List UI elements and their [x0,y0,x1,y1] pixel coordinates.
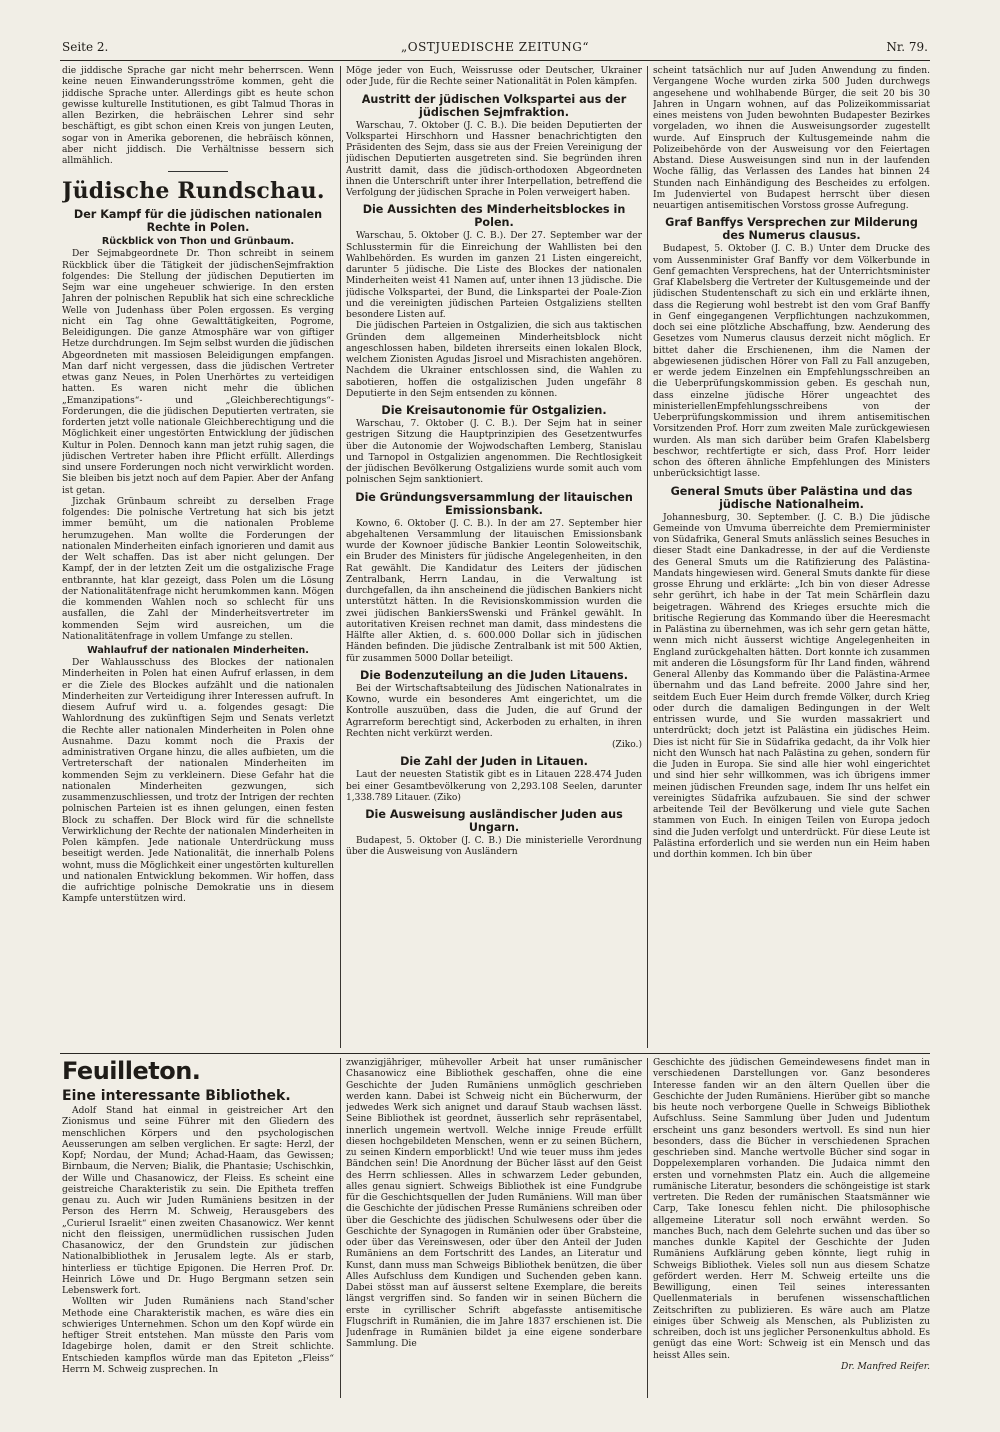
paragraph: Die jüdischen Parteien in Ostgalizien, die sich aus taktischen Gründen dem allgemeinen Minderheitsblock nicht angeschlossen haben, bildeten ihrerseits einen lokalen Block, welchem Zionisten Agudas Jisroel und Misrachisten angehören. Nachdem die Ukrainer entschlossen sind, die Wahlen zu sabotieren, hoffen die ostgalizischen Juden ungefähr 8 Deputierte in den Sejm entsenden zu können. [346,321,642,399]
article-heading: Graf Banffys Versprechen zur Milderung des Numerus clausus. [665,216,918,243]
column-2 [346,66,642,1051]
article-heading: Die Kreisautonomie für Ostgalizien. [381,404,607,417]
paragraph: Der Wahlausschuss des Blockes der nationalen Minderheiten in Polen hat einen Aufruf erlassen, in dem er die Ziele des Blockes aufzählt und die nationalen Minderheiten zur Verteidigung ihrer Interessen aufruft. In diesem Aufruf wird u. a. folgendes gesagt: Die Wahlordnung des zukünftigen Sejm und Senats verletzt die Rechte aller nationalen Minderheiten in Polen ohne Ausnahme. Dazu kommt noch die Praxis der administrativen Organe hinzu, die alles aufbieten, um die Vertreterschaft der nationalen Minderheiten im kommenden Sejm zu verkleinern. Diese Gefahr hat die nationalen Minderheiten gezwungen, sich zusammenzuschliessen, und trotz der Intrigen der rechten polnischen Parteien ist es ihnen gelungen, einen festen Block zu schaffen. Der Block wird für die schnellste Verwirklichung der Rechte der nationalen Minderheiten in Polen kämpfen. Jede nationale Unterdrückung muss beseitigt werden. Jede Nationalität, die innerhalb Polens wohnt, muss die Möglichkeit einer ungestörten kulturellen und nationalen Entwicklung bekommen. Wir hoffen, dass die aufrichtige polnische Demokratie uns in diesem Kampfe unterstützen wird. [62,658,334,905]
paragraph: Warschau, 7. Oktober (J. C. B.). Der Sejm hat in seiner gestrigen Sitzung die Hauptprinzipien des Gesetzentwurfes über die Autonomie der Wojwodschaften Lemberg, Stanislau und Tarnopol in Ostgalizien angenommen. Die Rechtlosigkeit der jüdischen Bevölkerung Ostgaliziens wurde somit auch vom polnischen Sejm sanktioniert. [346,419,642,486]
author-signature: Dr. Manfred Reifer. [841,1361,930,1372]
column-divider [340,66,341,1048]
paragraph: scheint tatsächlich nur auf Juden Anwendung zu finden. Vergangene Woche wurden zirka 500 Juden durchwegs angesehene und wohlhabende Bürger, die seit 20 bis 30 Jahren in Ungarn wohnen, auf das Polizeikommissariat eines meistens von Juden bewohnten Budapester Bezirkes vorgeladen, wo ihnen die Ausweisungsorder zugestellt wurde. Auf Einspruch der Kultusgemeinde nahm die Polizeibehörde von der Ausweisung vor den Feiertagen Abstand. Diese Ausweisungen sind nun in der laufenden Woche fällig, das Verlassen des Landes hat binnen 24 Stunden nach Einhändigung des Bescheides zu erfolgen. Im Judenviertel von Budapest herrscht über diesen neuartigen antisemitischen Vorstoss grosse Aufregung. [653,66,930,211]
source-tag: (Ziko.) [611,740,642,750]
paragraph: Wollten wir Juden Rumäniens nach Stand'scher Methode eine Charakteristik machen, es wäre dies ein schwieriges Unternehmen. Schon um den Kopf würde ein heftiger Streit entstehen. Man müsste den Paris vom Idagebirge holen, damit er den Streit schlichte. Entschieden kampflos würde man das Epiteton „Fleiss“ Herrn M. Schweig zusprechen. In [62,1297,334,1375]
paragraph: Jizchak Grünbaum schreibt zu derselben Frage folgendes: Die polnische Vertretung hat sich bis jetzt immer bemüht, um die nationalen Probleme herumzugehen. Man wollte die Forderungen der nationalen Minderheiten einfach ignorieren und damit aus der Welt schaffen. Das ist aber nicht gelungen. Der Kampf, der in der letzten Zeit um die ostgalizische Frage entbrannte, hat klar gezeigt, dass Polen um die Lösung der Nationalitätenfrage nicht herumkommen kann. Mögen die kommenden Wahlen noch so schlecht für uns ausfallen, die Zahl der Minderheitsvertreter im kommenden Sejm wird ausreichen, um die Nationalitätenfrage in vollem Umfange zu stellen. [62,496,334,642]
paragraph: die jiddische Sprache gar nicht mehr beherrscen. Wenn keine neuen Einwanderungsströme kommen, geht die jiddische Sprache unter. Allerdings gibt es heute schon gewisse kulturelle Institutionen, es gibt Talmud Thoras in allen Bezirken, die hebräischen Lehrer sind sehr beschäftigt, es gibt schon einen Kreis von jungen Leuten, sogar von in Amerika geborenen, die hebräisch können, aber nicht jiddisch. Die Verhältnisse bessern sich allmählich. [62,66,334,166]
paragraph: Möge jeder von Euch, Weissrusse oder Deutscher, Ukrainer oder Jude, für die Rechte seiner Nationalität in Polen kämpfen. [346,66,642,88]
paragraph: Johannesburg, 30. September. (J. C. B.) Die jüdische Gemeinde von Umvuma überreichte dem Premierminister von Südafrika, General Smuts anlässlich seines Besuches in dieser Stadt eine Dankadresse, in der auf die Verdienste des General Smuts um die Ratifizierung des Palästina-Mandats hingewiesen wird. General Smuts dankte für diese grosse Ehrung und erklärte: „Ich bin von dieser Adresse sehr gerührt, ich habe in der Tat mein Schärflein dazu beigetragen. Während des Krieges ersuchte mich die britische Regierung das Kommando über die Heeresmacht in Palästina zu übernehmen, was ich sehr gern getan hätte, wenn mich nicht äusserst wichtige Angelegenheiten in England zurückgehalten hätten. Dort konnte ich zusammen mit anderen die Lösungsform für Ihr Land finden, während General Allenby das Kommando über die Palästina-Armee übernahm und das Land befreite. 2000 Jahre sind her, seitdem Euch Euer Heim durch fremde Völker, durch Krieg oder durch die damaligen Bedingungen in der Welt entrissen wurde, und Sie wurden massakriert und unterdrückt; doch jetzt ist Palästina ein jüdisches Heim. Dies ist nicht für Sie in Südafrika gedacht, da ihr Volk hier nicht den Wunsch hat nach Palästina zu gehen, sondern für die Juden in Europa. Sie sind alle hier wohl eingerichtet und sind hier sehr willkommen, was ich übrigens immer meinen jüdischen Freunden sage, indem Ihr uns helfet ein vereinigtes Südafrika aufzubauen. Sie sind der schwer arbeitende Teil der Bevölkerung und viele gute Sachen stammen von Euch. In einigen Teilen von Europa jedoch sind die Juden verfolgt und unterdrückt. Für diese Leute ist Palästina erforderlich und sie werden nun ein Heim haben und dorthin kommen. Ich bin über [653,512,930,860]
paragraph: Adolf Stand hat einmal in geistreicher Art den Zionismus und seine Führer mit den Gliedern des menschlichen Körpers und den psychologischen Aeusserungen am selben verglichen. Er sagte: Herzl, der Kopf; Nordau, der Mund; Achad-Haam, das Gewissen; Birnbaum, die Nerven; Bialik, die Phantasie; Uschischkin, der Wille und Chasanowicz, der Fleiss. Es scheint eine geistreiche Charakteristik zu sein. Die Epitheta treffen genau zu. Auch wir Juden Rumäniens besitzen in der Person des Herrn M. Schweig, Herausgebers des „Curierul Israelit“ einen zweiten Chasanowicz. Wer kennt nicht den fleissigen, unermüdlichen russischen Juden Chasanowicz, der den Grundstein zur jüdischen Nationalbibliothek in Jerusalem legte. Als er starb, hinterliess er tüchtige Epigonen. Die Herren Prof. Dr. Heinrich Löwe und Dr. Hugo Bergmann setzen sein Lebenswerk fort. [62,1106,334,1296]
paragraph: Budapest, 5. Oktober (J. C. B.) Die ministerielle Verordnung über die Ausweisung von Ausländern [346,836,642,858]
divider [168,171,228,172]
article-heading: General Smuts über Palästina und das jüdische Nationalheim. [670,484,913,511]
masthead: „OSTJUEDISCHE ZEITUNG“ [401,40,589,54]
article-heading: Der Kampf für die jüdischen nationalen Rechte in Polen. [73,208,323,235]
feuilleton-column-2 [346,1058,642,1403]
article-heading: Austritt der jüdischen Volkspartei aus der jüdischen Sejmfraktion. [361,92,627,119]
article-heading: Die Ausweisung ausländischer Juden aus Ungarn. [365,808,623,834]
article-heading: Eine interessante Bibliothek. [62,1088,291,1104]
paragraph: Laut der neuesten Statistik gibt es in Litauen 228.474 Juden bei einer Gesamtbevölkerung von 2,293.108 Seelen, darunter 1,338.789 Litauer. (Ziko) [346,770,642,803]
running-header [62,40,928,56]
article-heading: Die Zahl der Juden in Litauen. [400,755,588,769]
article-heading: Wahlaufruf der nationalen Minderheiten. [87,645,309,656]
article-heading: Die Gründungsversammlung der litauischen Emissionsbank. [355,490,633,517]
section-title: Jüdische Rundschau. [62,178,325,205]
column-divider [647,66,648,1048]
paragraph: Warschau, 5. Oktober (J. C. B.). Der 27. September war der Schlusstermin für die Einreichung der Wahllisten bei den Wahlbehörden. Es wurden im ganzen 21 Listen eingereicht, darunter 5 jüdische. Die Liste des Blockes der nationalen Minderheiten weist 41 Namen auf, unter ihnen 13 jüdische. Die jüdische Volkspartei, der Bund, die Linkspartei der Poale-Zion und die vereinigten jüdischen Parteien Ostgaliziens stellten besondere Listen auf. [346,231,642,320]
column-3 [653,66,930,1051]
paragraph: Kowno, 6. Oktober (J. C. B.). In der am 27. September hier abgehaltenen Versammlung der litauischen Emissionsbank wurde der Kownoer jüdische Bankier Leontin Soloweitschik, ein Bruder des Ministers für jüdische Angelegenheiten, in den Rat gewählt. Die Kandidatur des Leiters der jüdischen Zentralbank, Herrn Landau, in die Verwaltung ist durchgefallen, da ihn anscheinend die jüdischen Bankiers nicht unterstützt hätten. In die Revisionskommission wurden die zwei jüdischen BankiersSwenski und Fränkel gewählt. In autoritativen Kreisen rechnet man damit, dass mindestens die Hälfte aller Aktien, d. s. 600.000 Dollar sich in jüdischen Händen befinden. Die jüdische Zentralbank ist mit 500 Aktien, für zusammen 5000 Dollar beteiligt. [346,518,642,664]
article-subheading: Rückblick von Thon und Grünbaum. [101,236,295,248]
feuilleton-column-1 [62,1058,334,1403]
page-number: Seite 2. [62,40,109,54]
paragraph: Budapest, 5. Oktober (J. C. B.) Unter dem Drucke des vom Aussenminister Graf Banffy vor dem Völkerbunde in Genf gemachten Versprechens, hat der Unterrichtsminister Graf Klabelsberg die Vertreter der Kultusgemeinde und der jüdischen Studentenschaft zu sich ein und erklärte ihnen, dass die Regierung wohl bestrebt ist den vom Graf Banffy in Genf eingegangenen Verpflichtungen nachzukommen, doch sei eine plötzliche Abschaffung, bzw. Aenderung des Gesetzes vom Numerus clausus derzeit nicht möglich. Er bittet daher die Erschienenen, ihm die Namen der abgewiesenen jüdischen Hörer von Fall zu Fall anzugeben, er werde jedem Einzelnen ein Empfehlungsschreiben an die Ueberprüfungskommission geben. Es geschah nun, dass einzelne jüdische Hörer ungeachtet des ministeriellenEmpfehlungsschreibens von der Ueberprüfungskommission und ihrem antisemitischen Vorsitzenden Prof. Horr zum zweiten Male zurückgewiesen wurden. Als man sich darüber beim Grafen Klabelsberg beschwor, rechtfertigte er sich, dass Prof. Horr leider schon des öfteren ähnliche Empfehlungen des Ministers unberücksichtigt lasse. [653,244,930,480]
article-heading: Die Aussichten des Minderheitsblockes in Polen. [362,203,626,230]
paragraph: Geschichte des jüdischen Gemeindewesens findet man in verschiedenen Darstellungen vor. Ganz besonderes Interesse fanden wir an den ältern Quellen über die Geschichte der Juden Rumäniens. Hierüber gibt so manche bis heute noch verborgene Quelle in Schweigs Bibliothek Aufschluss. Seine Sammlung über Juden und Judentum erscheint uns ganz besonders wertvoll. Es sind nun hier besonders, dass die Bücher in verschiedenen Sprachen geschrieben sind. Manche wertvolle Bücher sind sogar in Doppelexemplaren vorhanden. Die Judaica nimmt den ersten und vornehmsten Platz ein. Auch die allgemeine rumänische Literatur, besonders die schöngeistige ist stark vertreten. Die Reden der rumänischen Staatsmänner wie Carp, Take Ionescu fehlen nicht. Die philosophische allgemeine Literatur soll noch erwähnt werden. So manches Buch, nach dem Gelehrte suchen und das über so manches dunkle Kapitel der Geschichte der Juden Rumäniens Aufklärung geben könnte, liegt ruhig in Schweigs Bibliothek. Vieles soll nun aus diesem Schatze gefördert werden. Herr M. Schweig erteilte uns die Bewilligung, einen Teil seines interessanten Quellenmaterials in berufenen wissenschaftlichen Zeitschriften zu publizieren. Es wäre auch am Platze einiges über Schweig als Menschen, als Publizisten zu schreiben, doch ist uns jeglicher Personenkultus abhold. Es genügt das eine Wort: Schweig ist ein Mensch und das heisst Alles sein. [653,1058,930,1361]
paragraph: Warschau, 7. Oktober (J. C. B.). Die beiden Deputierten der Volkspartei Hirschhorn und Hassner benachrichtigten den Präsidenten des Sejm, dass sie aus der Freien Vereinigung der jüdischen Deputierten ausgetreten sind. Sie begründen ihren Austritt damit, dass die jüdisch-orthodoxen Abgeordneten ihnen die Unterschrift unter ihrer Interpellation, betreffend die Verfolgung der jüdischen Sprache in Polen verweigert haben. [346,120,642,198]
feuilleton-column-3 [653,1058,930,1403]
column-divider [647,1058,648,1398]
column-divider [340,1058,341,1398]
paragraph: Der Sejmabgeordnete Dr. Thon schreibt in seinem Rückblick über die Tätigkeit der jüdischenSejmfraktion folgendes: Die Stellung der jüdischen Deputierten im Sejm war eine ungeheuer schwierige. In den ersten Jahren der polnischen Republik hat sich eine schreckliche Welle von Judenhass über Polen ergossen. Es verging nicht ein Tag ohne Gewalttätigkeiten, Pogrome, Beleidigungen. Die ganze Atmosphäre war von giftiger Hetze durchdrungen. Im Sejm selbst wurden die jüdischen Abgeordneten mit massiosen Beleidigungen empfangen. Man darf nicht vergessen, dass die jüdischen Vertreter etwas ganz Neues, in Polen Unerhörtes zu verteidigen hatten. Es waren nicht mehr die üblichen „Emanzipations“- und „Gleichberechtigungs“-Forderungen, die die jüdischen Deputierten vertraten, sie forderten jetzt volle nationale Gleichberechtigung und die Möglichkeit einer ungestörten Entwicklung der jüdischen Kultur in Polen. Dennoch kann man jetzt ruhig sagen, die jüdischen Vertreter haben ihre Pflicht erfüllt. Allerdings sind unsere Forderungen noch nicht verwirklicht worden. Sie bleiben bis jetzt noch auf dem Papier. Aber der Anfang ist getan. [62,249,334,496]
paragraph: Bei der Wirtschaftsabteilung des Jüdischen Nationalrates in Kowno, wurde ein besonderes Amt eingerichtet, um die Kontrolle auszuüben, dass die Juden, die auf Grund der Agrarreform berechtigt sind, Ackerboden zu erhalten, in ihren Rechten nicht verkürzt werden. [346,683,642,739]
issue-number: Nr. 79. [886,40,928,54]
feuilleton-title: Feuilleton. [62,1058,201,1085]
feuilleton-rule [60,1053,930,1054]
column-1 [62,66,334,1051]
paragraph: zwanzigjähriger, mühevoller Arbeit hat unser rumänischer Chasanowicz eine Bibliothek geschaffen, ohne die eine Geschichte der Juden Rumäniens unmöglich geschrieben werden kann. Dabei ist Schweig nicht ein Bücherwurm, der jedwedes Werk sich anignet und darauf Staub wachsen lässt. Seine Bibliothek ist geordnet, äusserlich sehr repräsentabel, innerlich ungemein wertvoll. Welche innige Freude erfüllt diesen hochgebildeten Menschen, wenn er zu seinen Büchern, zu seinen Kindern emporblickt! Und wie teuer muss ihm jedes Bändchen sein! Die Anordnung der Bücher lässt auf den Geist des Herrn schliessen. Alles in schwarzem Leder gebunden, alles genau signiert. Schweigs Bibliothek ist eine Fundgrube für die Geschichtsquellen der Juden Rumäniens. Will man über die Geschichte der jüdischen Presse Rumäniens schreiben oder über die Geschichte des jüdischen Schulwesens oder über die Geschichte der Synagogen in Rumänien oder über Grabsteine, oder über das Vereinswesen, oder über den Anteil der Juden Rumäniens an dem Fortschritt des Landes, an Literatur und Kunst, dann muss man Schweigs Bibliothek benützen, die über Alles Aufschluss dem Kundigen und Suchenden geben kann. Dabei stösst man auf äusserst seltene Exemplare, die bereits längst vergriffen sind. So fanden wir in seinen Büchern die erste in cyrillischer Schrift abgefasste antisemitische Flugschrift in Rumänien, die im Jahre 1837 erschienen ist. Die Judenfrage in Rumänien bildet ja eine eigene sonderbare Sammlung. Die [346,1058,642,1350]
article-heading: Die Bodenzuteilung an die Juden Litauens. [360,668,628,682]
header-rule [60,60,930,61]
